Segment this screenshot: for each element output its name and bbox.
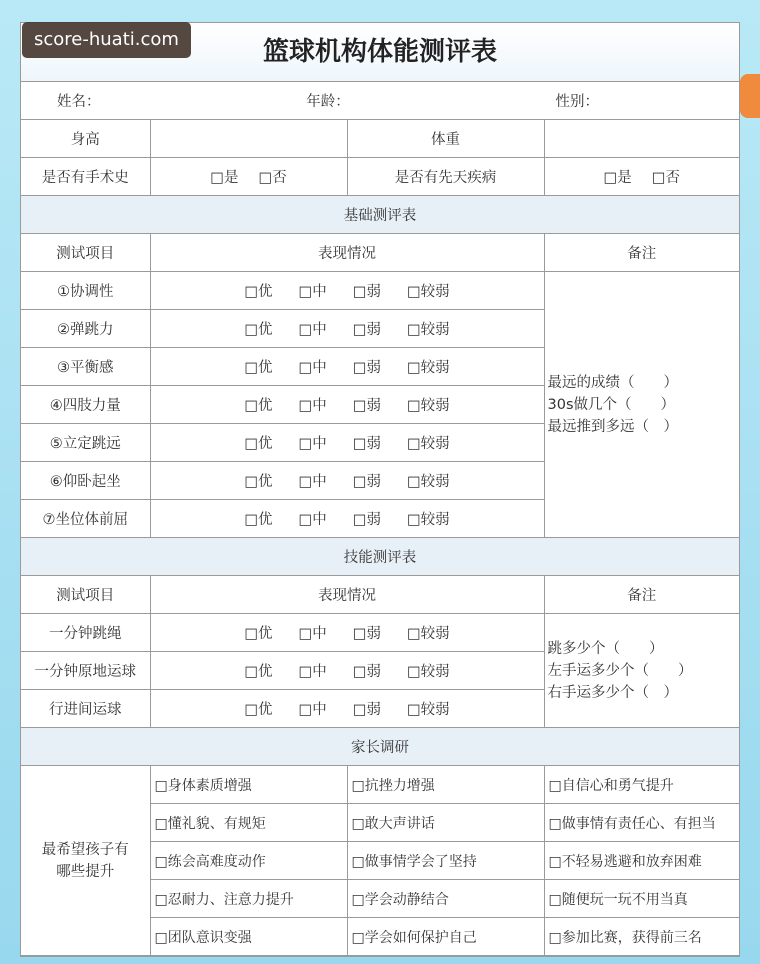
wish-option-checkbox[interactable]: □自信心和勇气提升 [544, 766, 739, 804]
rating-medium-checkbox[interactable]: □中 [298, 626, 327, 642]
skill-col-item: 测试项目 [21, 576, 150, 614]
wish-option-checkbox[interactable]: □做事情学会了坚持 [347, 842, 544, 880]
congenital-label: 是否有先天疾病 [347, 158, 544, 196]
skill-section-header: 技能测评表 [21, 538, 739, 576]
wish-option-checkbox[interactable]: □敢大声讲话 [347, 804, 544, 842]
note-line: 左手运多少个（ ） [547, 662, 693, 679]
name-field[interactable]: 姓名： [57, 94, 101, 110]
basic-col-item: 测试项目 [21, 234, 150, 272]
rating-weak-checkbox[interactable]: □弱 [352, 436, 381, 452]
rating-medium-checkbox[interactable]: □中 [298, 664, 327, 680]
skill-item: 行进间运球 [21, 690, 150, 728]
rating-weaker-checkbox[interactable]: □较弱 [406, 398, 450, 414]
wish-option-checkbox[interactable]: □练会高难度动作 [150, 842, 347, 880]
rating-weaker-checkbox[interactable]: □较弱 [406, 664, 450, 680]
rating-excellent-checkbox[interactable]: □优 [244, 626, 273, 642]
basic-item: ⑦坐位体前屈 [21, 500, 150, 538]
rating-weaker-checkbox[interactable]: □较弱 [406, 322, 450, 338]
rating-medium-checkbox[interactable]: □中 [298, 398, 327, 414]
surgery-label: 是否有手术史 [21, 158, 150, 196]
rating-weak-checkbox[interactable]: □弱 [352, 360, 381, 376]
rating-weak-checkbox[interactable]: □弱 [352, 664, 381, 680]
wish-option-checkbox[interactable]: □不轻易逃避和放弃困难 [544, 842, 739, 880]
wish-option-checkbox[interactable]: □随便玩一玩不用当真 [544, 880, 739, 918]
note-line: 最远推到多远（ ） [547, 418, 678, 435]
basic-item: ④四肢力量 [21, 386, 150, 424]
rating-weak-checkbox[interactable]: □弱 [352, 702, 381, 718]
basic-item: ①协调性 [21, 272, 150, 310]
sheet-title: 篮球机构体能测评表 [21, 23, 739, 82]
rating-medium-checkbox[interactable]: □中 [298, 322, 327, 338]
skill-col-note: 备注 [544, 576, 739, 614]
rating-excellent-checkbox[interactable]: □优 [244, 702, 273, 718]
basic-col-note: 备注 [544, 234, 739, 272]
height-label: 身高 [21, 120, 150, 158]
basic-col-performance: 表现情况 [150, 234, 544, 272]
rating-medium-checkbox[interactable]: □中 [298, 360, 327, 376]
rating-weak-checkbox[interactable]: □弱 [352, 322, 381, 338]
rating-excellent-checkbox[interactable]: □优 [244, 474, 273, 490]
rating-medium-checkbox[interactable]: □中 [298, 474, 327, 490]
rating-medium-checkbox[interactable]: □中 [298, 512, 327, 528]
wish-option-checkbox[interactable]: □身体素质增强 [150, 766, 347, 804]
rating-medium-checkbox[interactable]: □中 [298, 436, 327, 452]
basic-item: ⑥仰卧起坐 [21, 462, 150, 500]
assessment-table [21, 82, 739, 956]
rating-excellent-checkbox[interactable]: □优 [244, 360, 273, 376]
rating-excellent-checkbox[interactable]: □优 [244, 664, 273, 680]
basic-item: ⑤立定跳远 [21, 424, 150, 462]
basic-item: ②弹跳力 [21, 310, 150, 348]
rating-weaker-checkbox[interactable]: □较弱 [406, 284, 450, 300]
rating-weaker-checkbox[interactable]: □较弱 [406, 626, 450, 642]
skill-notes[interactable] [544, 614, 739, 728]
surgery-no-checkbox[interactable]: □否 [258, 170, 287, 186]
wish-option-checkbox[interactable]: □学会如何保护自己 [347, 918, 544, 956]
skill-item: 一分钟跳绳 [21, 614, 150, 652]
wish-option-checkbox[interactable]: □做事情有责任心、有担当 [544, 804, 739, 842]
basic-notes[interactable] [544, 272, 739, 538]
wish-option-checkbox[interactable]: □忍耐力、注意力提升 [150, 880, 347, 918]
side-orange-tab [740, 74, 760, 118]
wish-option-checkbox[interactable]: □抗挫力增强 [347, 766, 544, 804]
rating-weak-checkbox[interactable]: □弱 [352, 474, 381, 490]
height-input[interactable] [150, 120, 347, 158]
age-field[interactable]: 年龄： [306, 94, 350, 110]
note-line: 跳多少个（ ） [547, 640, 664, 657]
surgery-yes-checkbox[interactable]: □是 [210, 170, 239, 186]
note-line: 右手运多少个（ ） [547, 684, 678, 701]
rating-medium-checkbox[interactable]: □中 [298, 284, 327, 300]
rating-weaker-checkbox[interactable]: □较弱 [406, 436, 450, 452]
rating-weak-checkbox[interactable]: □弱 [352, 626, 381, 642]
rating-excellent-checkbox[interactable]: □优 [244, 436, 273, 452]
rating-excellent-checkbox[interactable]: □优 [244, 284, 273, 300]
parent-section-header: 家长调研 [21, 728, 739, 766]
parent-question-text: 最希望孩子有哪些提升 [41, 841, 129, 880]
basic-section-header: 基础测评表 [21, 196, 739, 234]
rating-excellent-checkbox[interactable]: □优 [244, 512, 273, 528]
assessment-sheet [20, 22, 740, 957]
rating-excellent-checkbox[interactable]: □优 [244, 398, 273, 414]
basic-item: ③平衡感 [21, 348, 150, 386]
wish-option-checkbox[interactable]: □参加比赛，获得前三名 [544, 918, 739, 956]
note-line: 30s做几个（ ） [547, 396, 676, 413]
rating-medium-checkbox[interactable]: □中 [298, 702, 327, 718]
wish-option-checkbox[interactable]: □懂礼貌、有规矩 [150, 804, 347, 842]
note-line: 最远的成绩（ ） [547, 374, 678, 391]
rating-weak-checkbox[interactable]: □弱 [352, 512, 381, 528]
rating-excellent-checkbox[interactable]: □优 [244, 322, 273, 338]
skill-col-performance: 表现情况 [150, 576, 544, 614]
weight-input[interactable] [544, 120, 739, 158]
congenital-yes-checkbox[interactable]: □是 [603, 170, 632, 186]
watermark: score-huati.com [22, 22, 191, 58]
parent-question [21, 766, 150, 956]
gender-field[interactable]: 性别： [555, 94, 599, 110]
wish-option-checkbox[interactable]: □团队意识变强 [150, 918, 347, 956]
weight-label: 体重 [347, 120, 544, 158]
rating-weaker-checkbox[interactable]: □较弱 [406, 702, 450, 718]
skill-item: 一分钟原地运球 [21, 652, 150, 690]
rating-weaker-checkbox[interactable]: □较弱 [406, 512, 450, 528]
rating-weaker-checkbox[interactable]: □较弱 [406, 474, 450, 490]
rating-weak-checkbox[interactable]: □弱 [352, 398, 381, 414]
rating-weak-checkbox[interactable]: □弱 [352, 284, 381, 300]
rating-weaker-checkbox[interactable]: □较弱 [406, 360, 450, 376]
wish-option-checkbox[interactable]: □学会动静结合 [347, 880, 544, 918]
congenital-no-checkbox[interactable]: □否 [651, 170, 680, 186]
